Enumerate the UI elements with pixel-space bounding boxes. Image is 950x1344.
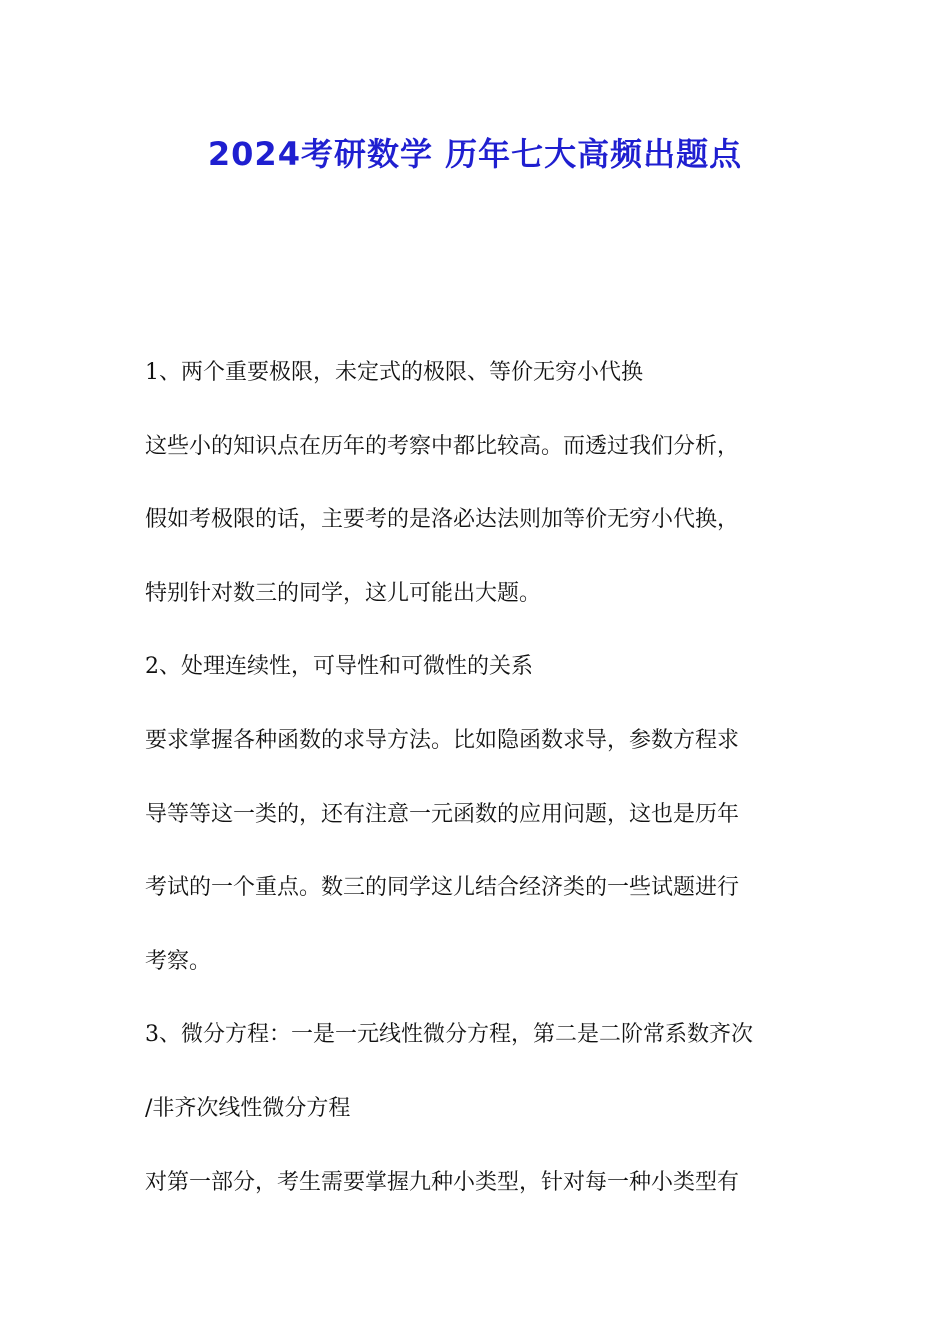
document-body [145, 336, 810, 1219]
body-line: 特别针对数三的同学，这儿可能出大题。 [145, 580, 542, 606]
document-title: 2024考研数学 历年七大高频出题点 [207, 135, 743, 173]
body-line: 假如考极限的话，主要考的是洛必达法则加等价无穷小代换， [145, 507, 740, 533]
body-line: 对第一部分，考生需要掌握九种小类型，针对每一种小类型有 [145, 1169, 740, 1195]
heading-1: 1、两个重要极限，未定式的极限、等价无穷小代换 [145, 360, 643, 385]
body-line: 考察。 [145, 948, 212, 974]
heading-3-continued: /非齐次线性微分方程 [145, 1095, 351, 1121]
heading-2: 2、处理连续性，可导性和可微性的关系 [145, 654, 533, 680]
heading-3: 3、微分方程：一是一元线性微分方程，第二是二阶常系数齐次 [145, 1022, 753, 1048]
body-line: 这些小的知识点在历年的考察中都比较高。而透过我们分析， [145, 433, 740, 459]
body-line: 导等等这一类的，还有注意一元函数的应用问题，这也是历年 [145, 801, 740, 827]
body-line: 考试的一个重点。数三的同学这儿结合经济类的一些试题进行 [145, 875, 740, 901]
body-line: 要求掌握各种函数的求导方法。比如隐函数求导，参数方程求 [145, 727, 740, 753]
